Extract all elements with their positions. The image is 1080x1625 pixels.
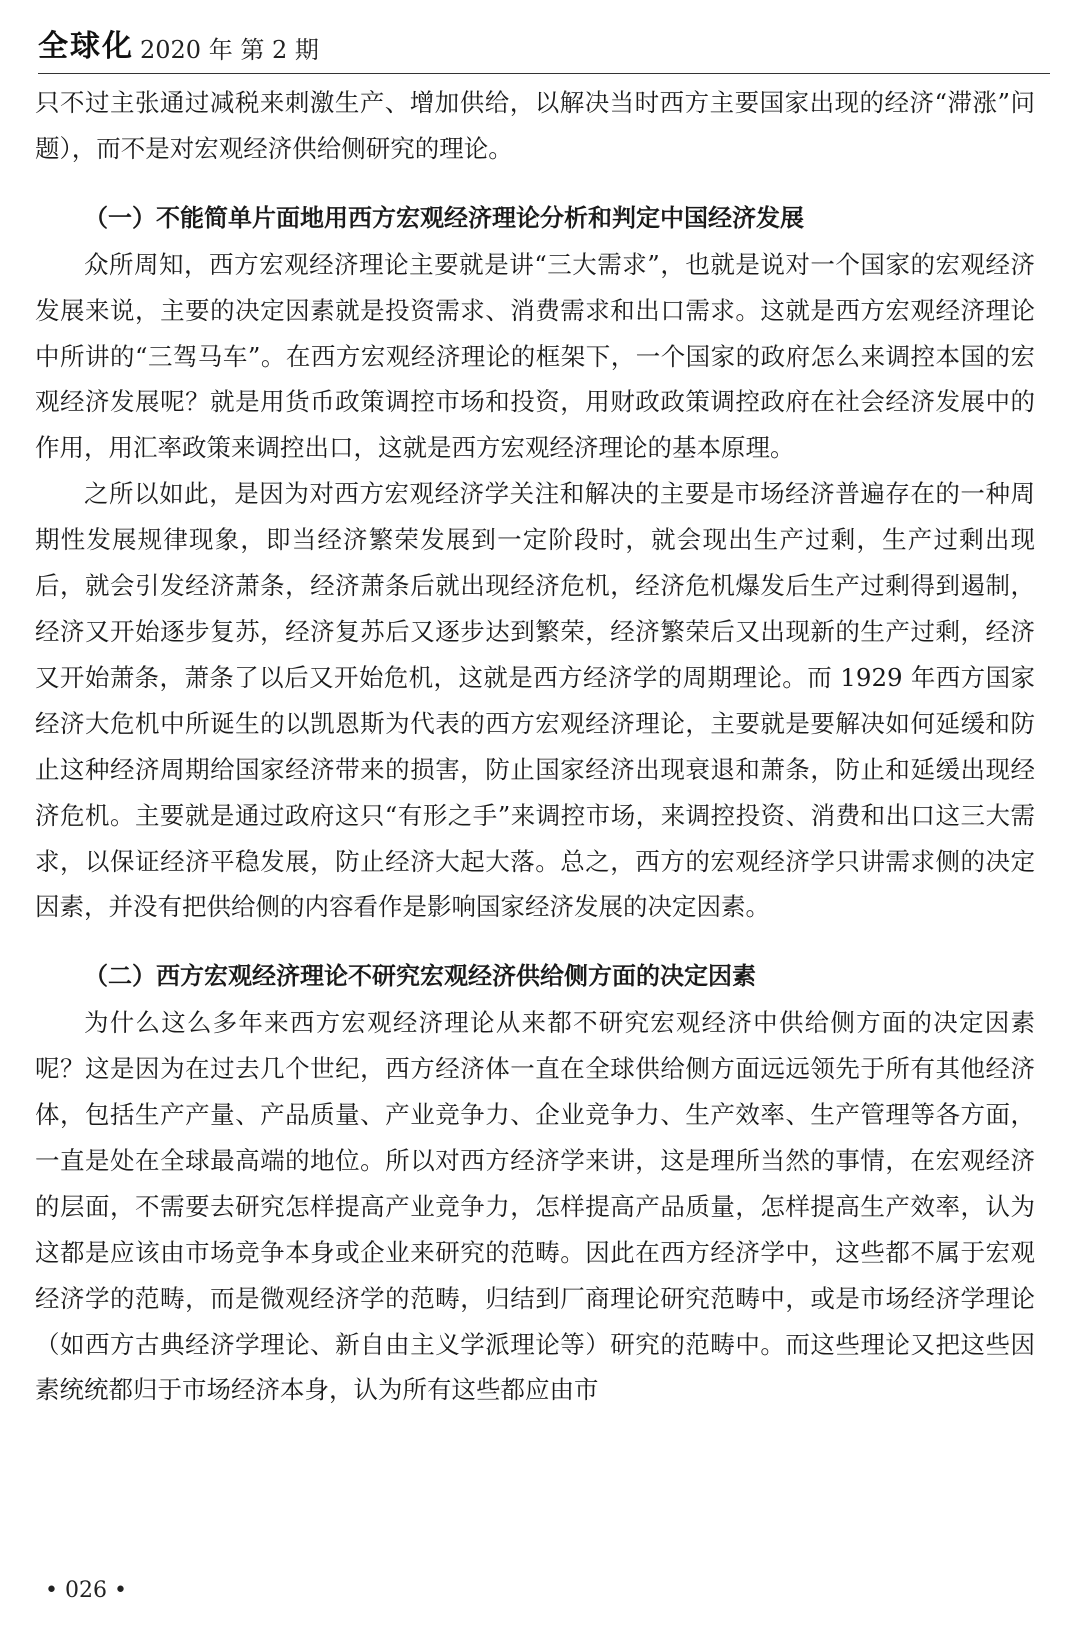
section-heading-1: （一）不能简单片面地用西方宏观经济理论分析和判定中国经济发展 <box>84 203 804 232</box>
page-header <box>38 20 1050 74</box>
paragraph: 只不过主张通过减税来刺激生产、增加供给，以解决当时西方主要国家出现的经济“滞涨”问题），而不是对宏观经济供给侧研究的理论。 <box>35 88 1035 163</box>
section-heading-2: （二）西方宏观经济理论不研究宏观经济供给侧方面的决定因素 <box>84 962 756 991</box>
issue-label: 2020 年 第 2 期 <box>140 36 319 64</box>
page-number: • 026 • <box>45 1578 127 1603</box>
article-body <box>35 80 1035 1413</box>
journal-name: 全球化 <box>38 29 134 64</box>
paragraph: 众所周知，西方宏观经济理论主要就是讲“三大需求”，也就是说对一个国家的宏观经济发展来说，主要的决定因素就是投资需求、消费需求和出口需求。这就是西方宏观经济理论中所讲的“三驾马车”。在西方宏观经济理论的框架下，一个国家的政府怎么来调控本国的宏观经济发展呢？就是用货币政策调控市场和投资，用财政政策调控政府在社会经济发展中的作用，用汇率政策来调控出口，这就是西方宏观经济理论的基本原理。 <box>35 249 1035 463</box>
paragraph: 为什么这么多年来西方宏观经济理论从来都不研究宏观经济中供给侧方面的决定因素呢？这是因为在过去几个世纪，西方经济体一直在全球供给侧方面远远领先于所有其他经济体，包括生产产量、产品质量、产业竞争力、企业竞争力、生产效率、生产管理等各方面，一直是处在全球最高端的地位。所以对西方经济学来讲，这是理所当然的事情，在宏观经济的层面，不需要去研究怎样提高产业竞争力，怎样提高产品质量，怎样提高生产效率，认为这都是应该由市场竞争本身或企业来研究的范畴。因此在西方经济学中，这些都不属于宏观经济学的范畴，而是微观经济学的范畴，归结到厂商理论研究范畴中，或是市场经济学理论（如西方古典经济学理论、新自由主义学派理论等）研究的范畴中。而这些理论又把这些因素统统都归于市场经济本身，认为所有这些都应由市 <box>35 1008 1035 1405</box>
paragraph: 之所以如此，是因为对西方宏观经济学关注和解决的主要是市场经济普遍存在的一种周期性发展规律现象，即当经济繁荣发展到一定阶段时，就会现出生产过剩，生产过剩出现后，就会引发经济萧条，经济萧条后就出现经济危机，经济危机爆发后生产过剩得到遏制，经济又开始逐步复苏，经济复苏后又逐步达到繁荣，经济繁荣后又出现新的生产过剩，经济又开始萧条，萧条了以后又开始危机，这就是西方经济学的周期理论。而 1929 年西方国家经济大危机中所诞生的以凯恩斯为代表的西方宏观经济理论，主要就是要解决如何延缓和防止这种经济周期给国家经济带来的损害，防止国家经济出现衰退和萧条，防止和延缓出现经济危机。主要就是通过政府这只“有形之手”来调控市场，来调控投资、消费和出口这三大需求，以保证经济平稳发展，防止经济大起大落。总之，西方的宏观经济学只讲需求侧的决定因素，并没有把供给侧的内容看作是影响国家经济发展的决定因素。 <box>35 479 1035 922</box>
